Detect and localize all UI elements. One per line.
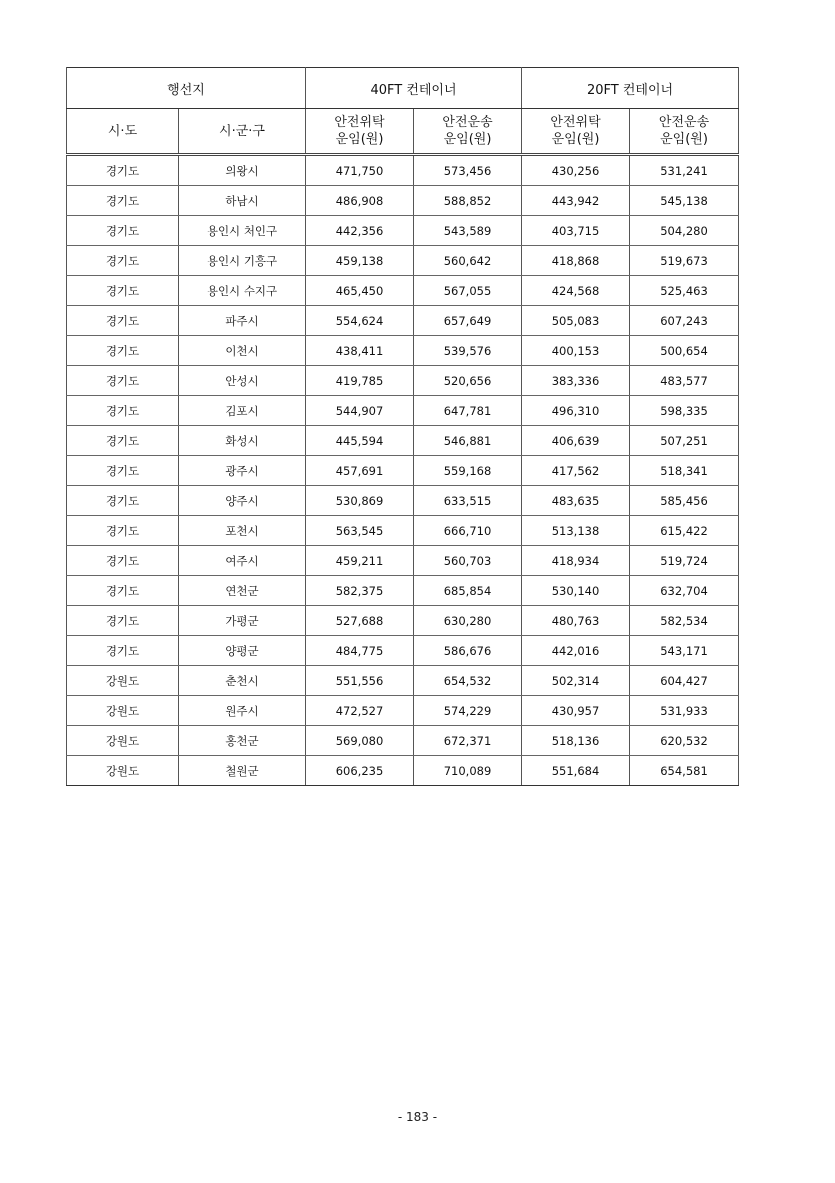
city-cell: 화성시 xyxy=(179,426,306,456)
rate-20ft-transport-cell: 615,422 xyxy=(630,516,739,546)
rate-40ft-transport-cell: 567,055 xyxy=(414,276,522,306)
rate-40ft-transport-cell: 633,515 xyxy=(414,486,522,516)
table-row xyxy=(67,636,739,666)
city-cell: 가평군 xyxy=(179,606,306,636)
province-cell: 강원도 xyxy=(67,756,179,786)
rate-40ft-transport-cell: 546,881 xyxy=(414,426,522,456)
table-row xyxy=(67,486,739,516)
province-cell: 경기도 xyxy=(67,426,179,456)
rate-40ft-transport-cell: 574,229 xyxy=(414,696,522,726)
rate-20ft-transport-cell: 507,251 xyxy=(630,426,739,456)
rate-40ft-transport-cell: 586,676 xyxy=(414,636,522,666)
rate-20ft-transport-cell: 654,581 xyxy=(630,756,739,786)
rate-20ft-transport-cell: 620,532 xyxy=(630,726,739,756)
city-cell: 파주시 xyxy=(179,306,306,336)
rate-20ft-consign-cell: 496,310 xyxy=(522,396,630,426)
rate-40ft-transport-cell: 520,656 xyxy=(414,366,522,396)
rate-40ft-consign-cell: 554,624 xyxy=(306,306,414,336)
rate-20ft-transport-cell: 607,243 xyxy=(630,306,739,336)
rate-20ft-transport-cell: 545,138 xyxy=(630,186,739,216)
province-cell: 강원도 xyxy=(67,666,179,696)
table-row xyxy=(67,606,739,636)
city-cell: 용인시 기흥구 xyxy=(179,246,306,276)
province-cell: 경기도 xyxy=(67,516,179,546)
table-row xyxy=(67,696,739,726)
header-40ft-container: 40FT 컨테이너 xyxy=(306,68,522,109)
rate-40ft-transport-cell: 672,371 xyxy=(414,726,522,756)
rate-40ft-consign-cell: 563,545 xyxy=(306,516,414,546)
rate-40ft-consign-cell: 527,688 xyxy=(306,606,414,636)
rate-40ft-consign-cell: 530,869 xyxy=(306,486,414,516)
province-cell: 경기도 xyxy=(67,636,179,666)
province-cell: 경기도 xyxy=(67,486,179,516)
page-number: - 183 - xyxy=(397,1110,438,1124)
rate-20ft-consign-cell: 403,715 xyxy=(522,216,630,246)
table-row xyxy=(67,396,739,426)
province-cell: 경기도 xyxy=(67,366,179,396)
city-cell: 용인시 수지구 xyxy=(179,276,306,306)
rate-20ft-consign-cell: 483,635 xyxy=(522,486,630,516)
rate-40ft-transport-cell: 630,280 xyxy=(414,606,522,636)
rate-40ft-consign-cell: 442,356 xyxy=(306,216,414,246)
table-row xyxy=(67,546,739,576)
rate-40ft-transport-cell: 657,649 xyxy=(414,306,522,336)
city-cell: 김포시 xyxy=(179,396,306,426)
rate-20ft-consign-cell: 513,138 xyxy=(522,516,630,546)
table-row xyxy=(67,336,739,366)
rate-40ft-transport-cell: 560,703 xyxy=(414,546,522,576)
rate-20ft-consign-cell: 430,256 xyxy=(522,155,630,186)
province-cell: 강원도 xyxy=(67,726,179,756)
city-cell: 양평군 xyxy=(179,636,306,666)
rate-40ft-consign-cell: 544,907 xyxy=(306,396,414,426)
city-cell: 양주시 xyxy=(179,486,306,516)
header-destination: 행선지 xyxy=(67,68,306,109)
city-cell: 홍천군 xyxy=(179,726,306,756)
city-cell: 용인시 처인구 xyxy=(179,216,306,246)
table-row xyxy=(67,276,739,306)
rate-40ft-transport-cell: 666,710 xyxy=(414,516,522,546)
rate-40ft-consign-cell: 457,691 xyxy=(306,456,414,486)
rate-20ft-transport-cell: 543,171 xyxy=(630,636,739,666)
rate-20ft-consign-cell: 502,314 xyxy=(522,666,630,696)
province-cell: 경기도 xyxy=(67,246,179,276)
header-40ft-transport-rate xyxy=(414,109,522,155)
rate-20ft-transport-cell: 585,456 xyxy=(630,486,739,516)
province-cell: 경기도 xyxy=(67,606,179,636)
rate-40ft-transport-cell: 710,089 xyxy=(414,756,522,786)
province-cell: 경기도 xyxy=(67,456,179,486)
rate-40ft-consign-cell: 484,775 xyxy=(306,636,414,666)
rate-20ft-consign-cell: 400,153 xyxy=(522,336,630,366)
rate-40ft-transport-cell: 559,168 xyxy=(414,456,522,486)
province-cell: 강원도 xyxy=(67,696,179,726)
header-row-groups xyxy=(67,68,739,109)
header-40ft-consign-line1: 안전위탁 xyxy=(334,115,385,130)
header-20ft-consign-line2: 운임(원) xyxy=(551,132,600,147)
rate-20ft-consign-cell: 417,562 xyxy=(522,456,630,486)
city-cell: 춘천시 xyxy=(179,666,306,696)
table-row xyxy=(67,246,739,276)
rate-20ft-consign-cell: 442,016 xyxy=(522,636,630,666)
freight-rate-table xyxy=(66,67,739,786)
rate-40ft-consign-cell: 471,750 xyxy=(306,155,414,186)
header-40ft-transport-line2: 운임(원) xyxy=(443,132,492,147)
header-province: 시·도 xyxy=(67,109,179,155)
rate-40ft-transport-cell: 560,642 xyxy=(414,246,522,276)
header-40ft-consign-line2: 운임(원) xyxy=(335,132,384,147)
rate-20ft-transport-cell: 531,933 xyxy=(630,696,739,726)
header-20ft-container: 20FT 컨테이너 xyxy=(522,68,739,109)
rate-20ft-transport-cell: 519,673 xyxy=(630,246,739,276)
province-cell: 경기도 xyxy=(67,576,179,606)
table-row xyxy=(67,186,739,216)
rate-20ft-consign-cell: 551,684 xyxy=(522,756,630,786)
city-cell: 광주시 xyxy=(179,456,306,486)
province-cell: 경기도 xyxy=(67,186,179,216)
rate-20ft-consign-cell: 518,136 xyxy=(522,726,630,756)
header-20ft-transport-line2: 운임(원) xyxy=(660,132,708,147)
rate-20ft-transport-cell: 525,463 xyxy=(630,276,739,306)
rate-20ft-transport-cell: 604,427 xyxy=(630,666,739,696)
table-row xyxy=(67,155,739,186)
table-row xyxy=(67,666,739,696)
table-row xyxy=(67,426,739,456)
province-cell: 경기도 xyxy=(67,216,179,246)
table-row xyxy=(67,366,739,396)
table-row xyxy=(67,726,739,756)
header-20ft-consign-line1: 안전위탁 xyxy=(550,115,601,130)
rate-20ft-consign-cell: 418,868 xyxy=(522,246,630,276)
province-cell: 경기도 xyxy=(67,155,179,186)
rate-20ft-transport-cell: 582,534 xyxy=(630,606,739,636)
rate-20ft-transport-cell: 632,704 xyxy=(630,576,739,606)
rate-40ft-consign-cell: 486,908 xyxy=(306,186,414,216)
table-row xyxy=(67,456,739,486)
rate-20ft-transport-cell: 518,341 xyxy=(630,456,739,486)
rate-40ft-transport-cell: 685,854 xyxy=(414,576,522,606)
rate-40ft-consign-cell: 582,375 xyxy=(306,576,414,606)
city-cell: 연천군 xyxy=(179,576,306,606)
table-row xyxy=(67,306,739,336)
table-row xyxy=(67,756,739,786)
province-cell: 경기도 xyxy=(67,276,179,306)
city-cell: 원주시 xyxy=(179,696,306,726)
province-cell: 경기도 xyxy=(67,396,179,426)
rate-20ft-consign-cell: 383,336 xyxy=(522,366,630,396)
rate-20ft-consign-cell: 406,639 xyxy=(522,426,630,456)
rate-20ft-transport-cell: 598,335 xyxy=(630,396,739,426)
rate-40ft-consign-cell: 472,527 xyxy=(306,696,414,726)
rate-40ft-transport-cell: 543,589 xyxy=(414,216,522,246)
city-cell: 철원군 xyxy=(179,756,306,786)
city-cell: 의왕시 xyxy=(179,155,306,186)
rate-40ft-consign-cell: 419,785 xyxy=(306,366,414,396)
table-row xyxy=(67,216,739,246)
rate-40ft-consign-cell: 606,235 xyxy=(306,756,414,786)
rate-40ft-consign-cell: 551,556 xyxy=(306,666,414,696)
rate-40ft-consign-cell: 445,594 xyxy=(306,426,414,456)
header-40ft-consign-rate xyxy=(306,109,414,155)
rate-20ft-transport-cell: 500,654 xyxy=(630,336,739,366)
city-cell: 하남시 xyxy=(179,186,306,216)
rate-20ft-consign-cell: 430,957 xyxy=(522,696,630,726)
city-cell: 여주시 xyxy=(179,546,306,576)
rate-20ft-transport-cell: 504,280 xyxy=(630,216,739,246)
header-row-columns xyxy=(67,109,739,155)
header-40ft-transport-line1: 안전운송 xyxy=(442,115,493,130)
city-cell: 포천시 xyxy=(179,516,306,546)
rate-20ft-transport-cell: 531,241 xyxy=(630,155,739,186)
city-cell: 안성시 xyxy=(179,366,306,396)
header-city: 시·군·구 xyxy=(179,109,306,155)
rate-40ft-transport-cell: 654,532 xyxy=(414,666,522,696)
rate-20ft-consign-cell: 505,083 xyxy=(522,306,630,336)
rate-40ft-consign-cell: 459,211 xyxy=(306,546,414,576)
rate-20ft-consign-cell: 418,934 xyxy=(522,546,630,576)
rate-20ft-consign-cell: 480,763 xyxy=(522,606,630,636)
rate-20ft-transport-cell: 483,577 xyxy=(630,366,739,396)
city-cell: 이천시 xyxy=(179,336,306,366)
rate-40ft-consign-cell: 459,138 xyxy=(306,246,414,276)
rate-20ft-consign-cell: 424,568 xyxy=(522,276,630,306)
province-cell: 경기도 xyxy=(67,546,179,576)
rate-40ft-consign-cell: 465,450 xyxy=(306,276,414,306)
rate-40ft-transport-cell: 588,852 xyxy=(414,186,522,216)
table-row xyxy=(67,576,739,606)
rate-40ft-consign-cell: 569,080 xyxy=(306,726,414,756)
province-cell: 경기도 xyxy=(67,336,179,366)
rate-20ft-consign-cell: 443,942 xyxy=(522,186,630,216)
rate-40ft-transport-cell: 647,781 xyxy=(414,396,522,426)
header-20ft-transport-rate xyxy=(630,109,739,155)
rate-40ft-transport-cell: 539,576 xyxy=(414,336,522,366)
header-20ft-consign-rate xyxy=(522,109,630,155)
rate-40ft-transport-cell: 573,456 xyxy=(414,155,522,186)
province-cell: 경기도 xyxy=(67,306,179,336)
table-body xyxy=(67,155,739,786)
rate-20ft-consign-cell: 530,140 xyxy=(522,576,630,606)
header-20ft-transport-line1: 안전운송 xyxy=(658,115,710,130)
rate-40ft-consign-cell: 438,411 xyxy=(306,336,414,366)
rate-20ft-transport-cell: 519,724 xyxy=(630,546,739,576)
table-row xyxy=(67,516,739,546)
